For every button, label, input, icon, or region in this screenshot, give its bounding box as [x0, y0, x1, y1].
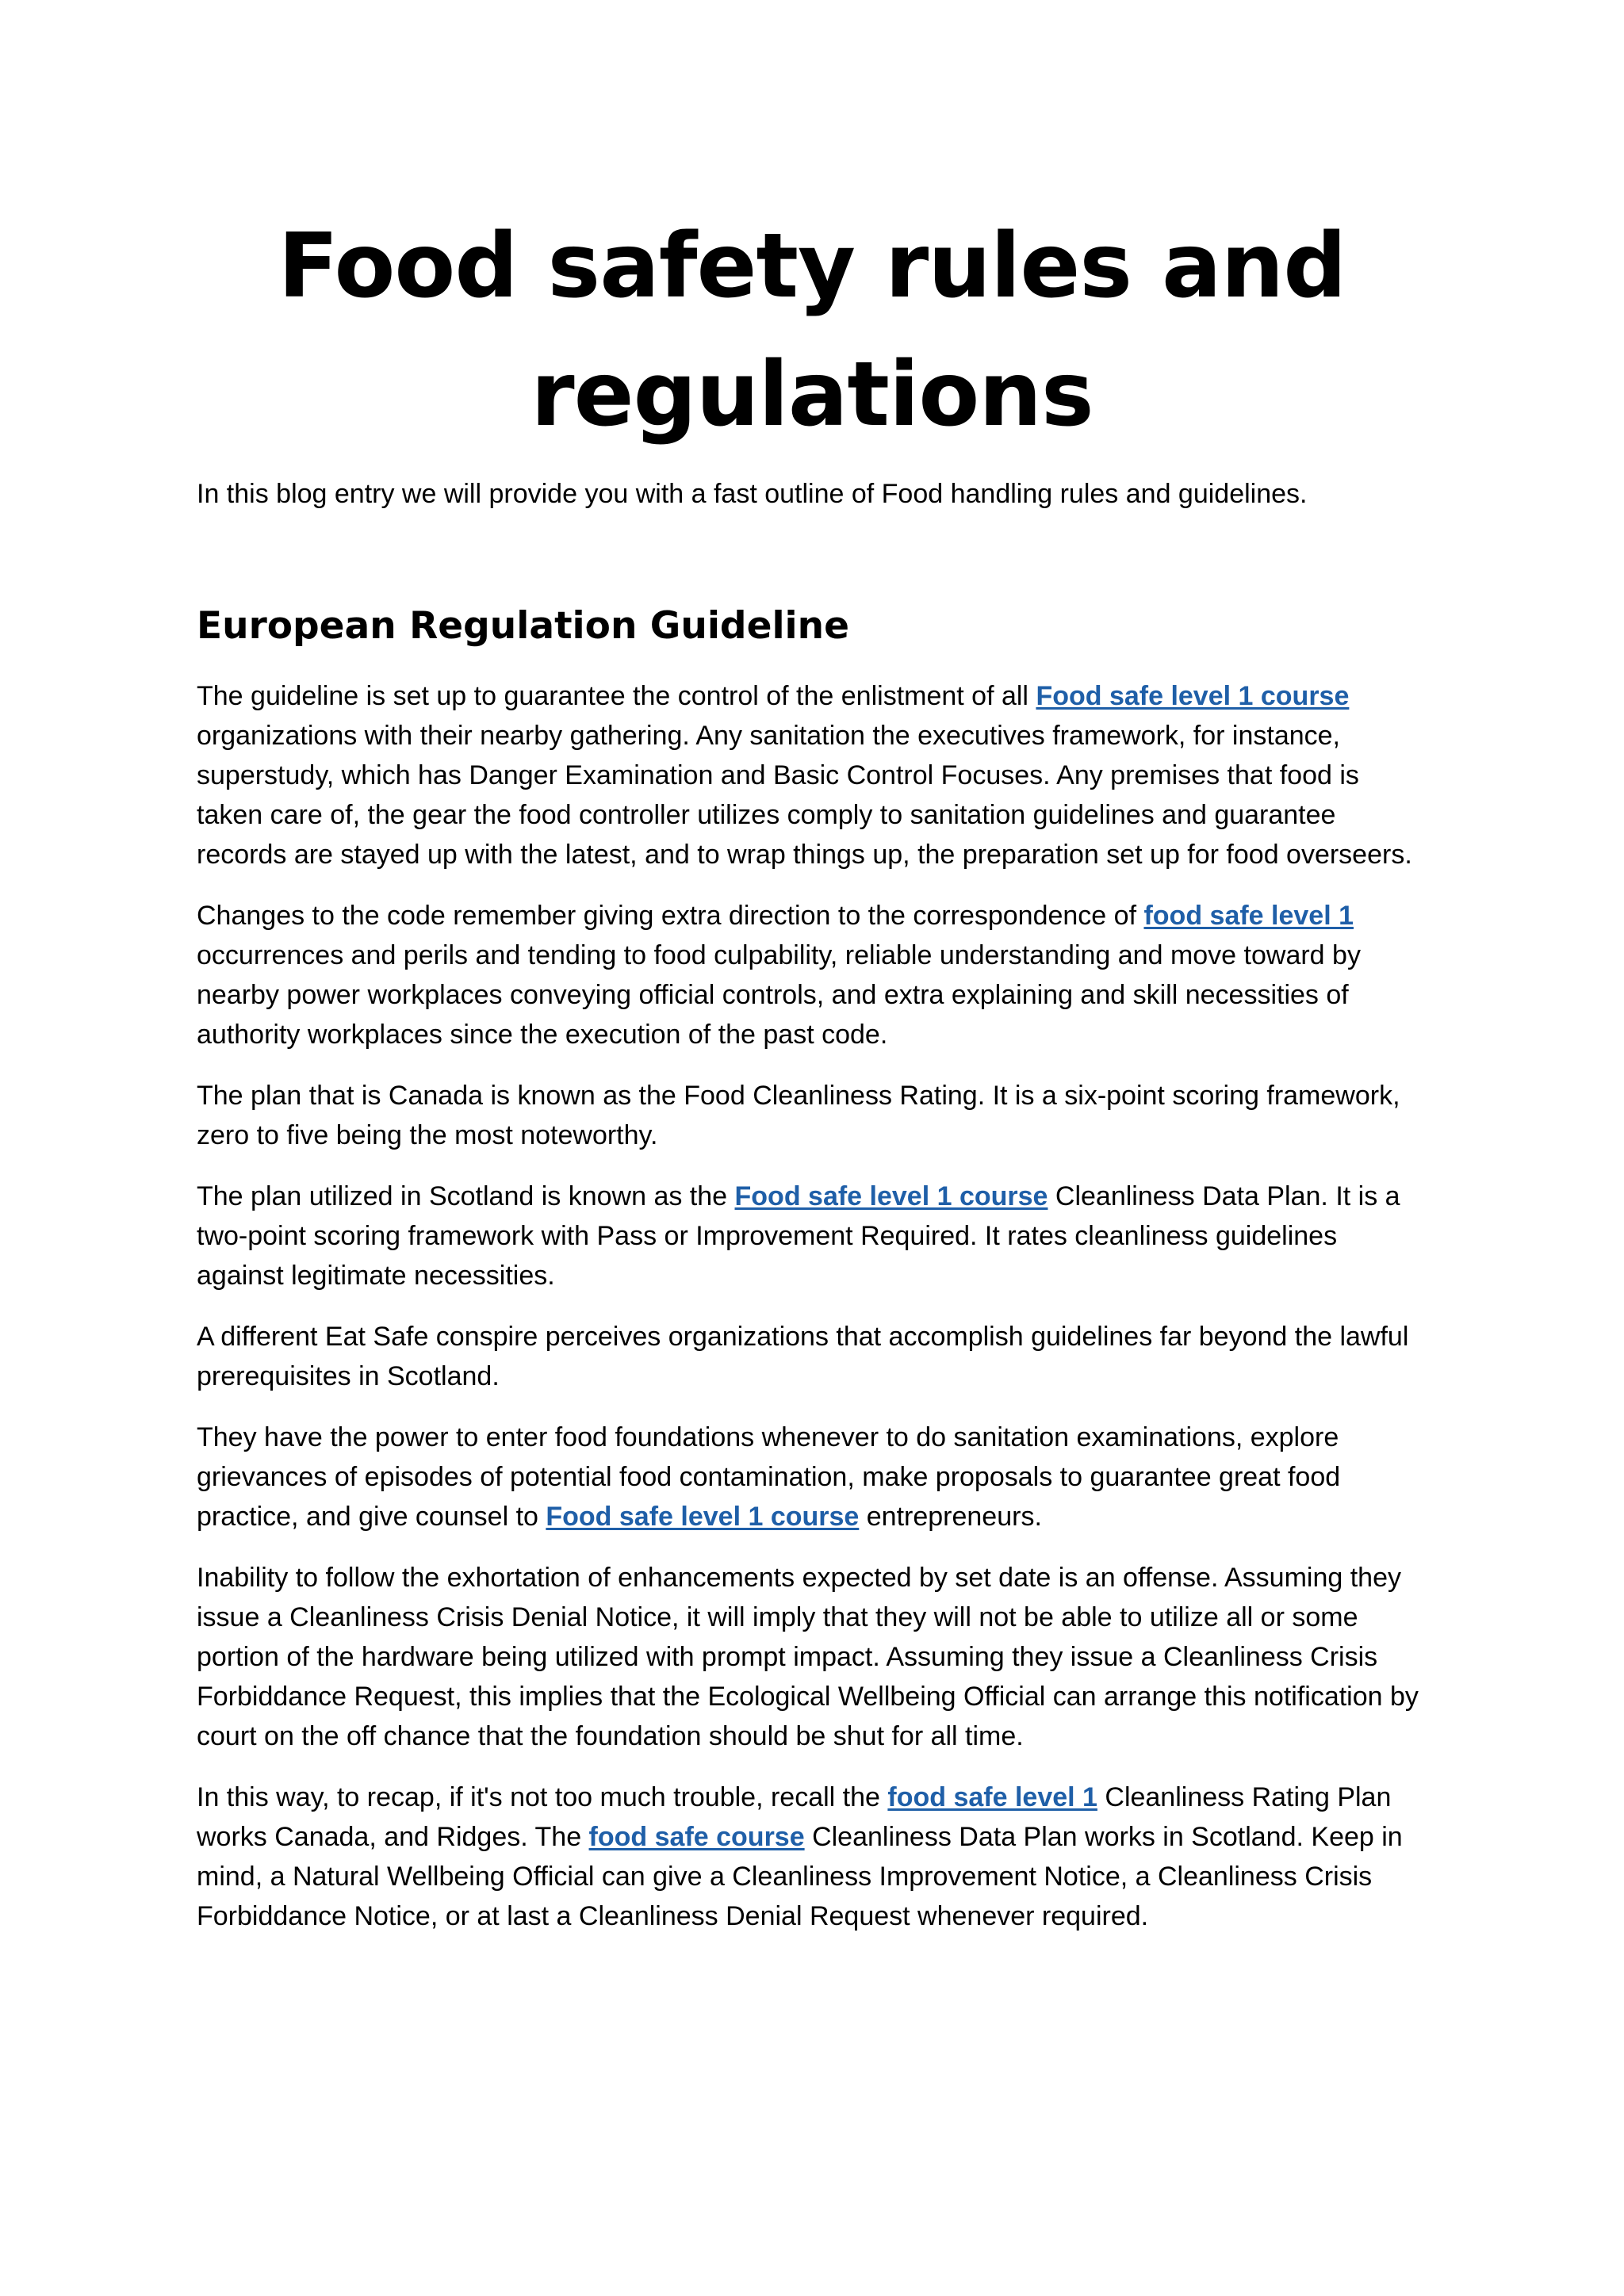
title-line-1: Food safety rules and — [278, 215, 1346, 318]
paragraph-7: Inability to follow the exhortation of enhancements expected by set date is an offense. Assuming they issue a Cleanliness Crisis Denial Notice, it will imply that they will not be able to utilize all or some portion of the hardware being utilized with prompt impact. Assuming they issue a Cleanliness Crisis Forbiddance Request, this implies that the Ecological Wellbeing Official can arrange this notification by court on the off chance that the foundation should be shut for all time. — [197, 1563, 1419, 1751]
paragraph-3: The plan that is Canada is known as the Food Cleanliness Rating. It is a six-point scoring framework, zero to five being the most noteworthy. — [197, 1081, 1400, 1150]
intro-paragraph: In this blog entry we will provide you with a fast outline of Food handling rules and guidelines. — [197, 479, 1308, 509]
paragraph-5: A different Eat Safe conspire perceives organizations that accomplish guidelines far beyond the lawful prerequisites in Scotland. — [197, 1322, 1409, 1391]
title-line-2: regulations — [530, 343, 1094, 446]
food-safe-course-link[interactable]: Food safe level 1 course — [546, 1502, 860, 1532]
paragraph-4: The plan utilized in Scotland is known as the Food safe level 1 course Cleanliness Data Plan. It is a two-point scoring framework with Pass or Improvement Required. It rates cleanliness guidelines against legitimate necessities. — [197, 1181, 1400, 1291]
section-heading: European Regulation Guideline — [197, 604, 850, 648]
page-title — [197, 202, 1427, 459]
article-body — [197, 676, 1427, 1957]
food-safe-level-link[interactable]: food safe level 1 — [887, 1782, 1097, 1812]
food-safe-course-link-short[interactable]: food safe course — [588, 1822, 805, 1852]
paragraph-8: In this way, to recap, if it's not too much trouble, recall the food safe level 1 Cleanliness Rating Plan works Canada, and Ridges. The food safe course Cleanliness Data Plan works in Scotland. Keep in mind, a Natural Wellbeing Official can give a Cleanliness Improvement Notice, a Cleanliness Crisis Forbiddance Notice, or at last a Cleanliness Denial Request whenever required. — [197, 1782, 1403, 1931]
paragraph-1: The guideline is set up to guarantee the control of the enlistment of all Food safe level 1 course organizations with their nearby gathering. Any sanitation the executives framework, for instance, superstudy, which has Danger Examination and Basic Control Focuses. Any premises that food is taken care of, the gear the food controller utilizes comply to sanitation guidelines and guarantee records are stayed up with the latest, and to wrap things up, the preparation set up for food overseers. — [197, 681, 1412, 870]
paragraph-6: They have the power to enter food foundations whenever to do sanitation examinations, explore grievances of episodes of potential food contamination, make proposals to guarantee great food practice, and give counsel to Food safe level 1 course entrepreneurs. — [197, 1422, 1341, 1532]
paragraph-2: Changes to the code remember giving extra direction to the correspondence of food safe level 1 occurrences and perils and tending to food culpability, reliable understanding and move toward by nearby power workplaces conveying official controls, and extra explaining and skill necessities of authority workplaces since the execution of the past code. — [197, 901, 1361, 1050]
food-safe-course-link[interactable]: Food safe level 1 course — [1036, 681, 1350, 711]
food-safe-course-link[interactable]: Food safe level 1 course — [734, 1181, 1048, 1211]
food-safe-level-link[interactable]: food safe level 1 — [1143, 901, 1354, 931]
